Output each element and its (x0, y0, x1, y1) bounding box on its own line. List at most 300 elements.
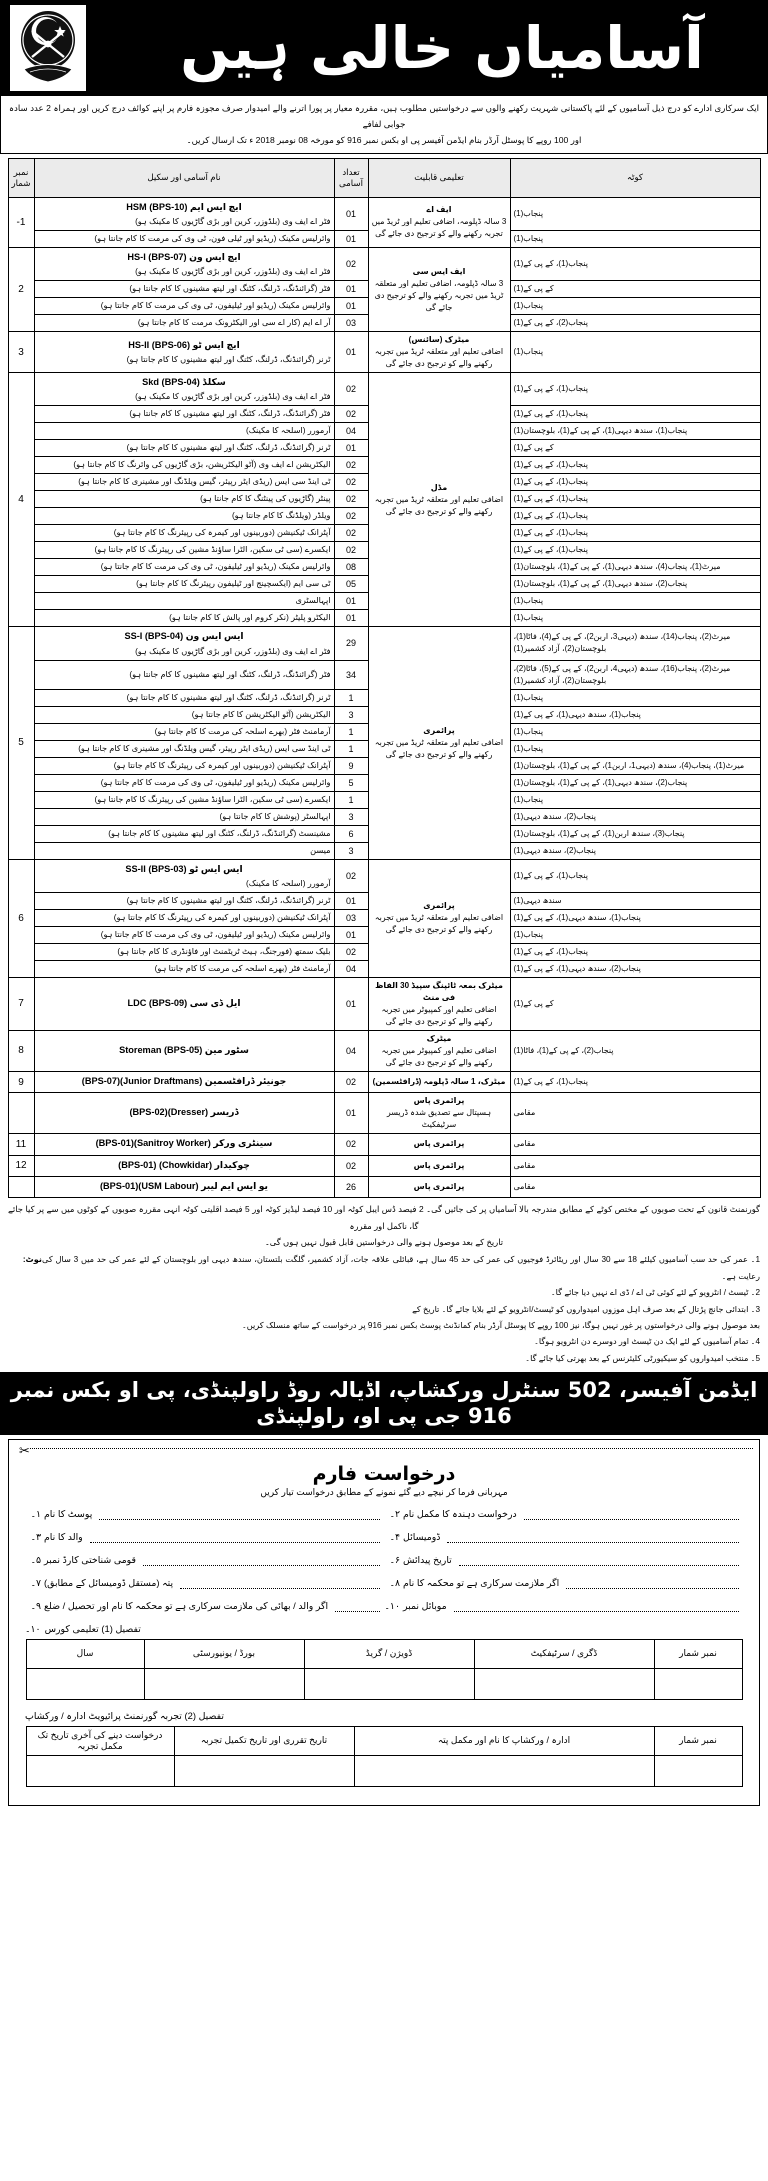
cell-serial: 12 (8, 1155, 34, 1176)
post-sub-label: الیکٹرو پلیٹر (نکر کروم اور پالش کا کام جانتا ہو) (169, 613, 331, 623)
cell-quota: مقامی (510, 1134, 760, 1155)
cell-education: ایف ایس سی 3 سالہ ڈپلومہ، اضافی تعلیم اور متعلقہ ٹریڈ میں تجربہ رکھنے والے کو ترجیح دی جائے گی (368, 247, 510, 331)
cell-quota: پنجاب(1)، سندھ دیہی(1)، کے پی کے(1) (510, 909, 760, 926)
field-label: اگر والد / بھائی کی ملازمت سرکاری ہے تو محکمہ کا نام اور تحصیل / ضلع (44, 1599, 329, 1611)
cell-post (34, 508, 334, 525)
cell-count: 02 (334, 1071, 368, 1092)
field-input-line[interactable] (99, 1510, 380, 1520)
cell-count: 02 (334, 525, 368, 542)
cell-education: پرائمری پاس ہسپتال سے تصدیق شدہ ڈریسر سرٹیفکیٹ (368, 1093, 510, 1134)
cell-post (34, 559, 334, 576)
cell-quota: پنجاب(1) (510, 332, 760, 373)
field-input-line[interactable] (447, 1533, 739, 1543)
page-header (0, 0, 768, 96)
cell-post (34, 791, 334, 808)
form-section2-title (9, 1710, 759, 1722)
section1-number: ۱۰۔ (25, 1622, 41, 1634)
post-sub-label: اپہالسٹر (پوشش کا کام جانتا ہو) (219, 811, 331, 821)
col-header-education: تعلیمی قابلیت (368, 158, 510, 197)
cell-post (34, 723, 334, 740)
field-input-line[interactable] (180, 1579, 380, 1589)
cell-quota: پنجاب(1)، کے پی کے(1) (510, 406, 760, 423)
post-sub-label: آرمورر (اسلحہ کا مکینک) (245, 878, 331, 888)
section2-label: تفصیل (2) تجربہ گورنمنٹ پرائیویٹ ادارہ / ورکشاپ (25, 1709, 224, 1721)
govt-note-line-1: گورنمنٹ قانون کے تحت صوبوں کے مختص کوٹے کے مطابق مندرجہ بالا آسامیاں پر کی جائیں گی۔ 2 فیصد ڈس ایبل کوٹہ اور 10 فیصد لیڈیز کوٹہ اور 5 فیصد اقلیتی کوٹہ انہی مقررہ صوبوں کے کوٹوں میں سے پر کیا جائے گا، ناکمل اور مقررہ (8, 1204, 761, 1231)
cell-quota: میرٹ(2)، پنجاب(14)، سندھ (دیہی3، اربن2)، کے پی کے(4)، فاٹا(1)، بلوچستان(2)، آزاد کشمیر(1) (510, 627, 760, 660)
cell-education: مڈل اضافی تعلیم اور متعلقہ ٹریڈ میں تجربہ رکھنے والے کو ترجیح دی جائے گی (368, 373, 510, 627)
application-form (8, 1439, 760, 1806)
field-number: ۴۔ (389, 1530, 400, 1542)
table-row (8, 1030, 760, 1071)
table-row (8, 373, 760, 406)
field-number: ۱۰۔ (384, 1599, 400, 1611)
note-item: 2۔ ٹیسٹ / انٹرویو کے لئے کوئی ٹی اے / ڈی اے نہیں دیا جائے گا۔ (550, 1288, 760, 1298)
cell-quota: میرٹ(1)، پنجاب(4)، سندھ دیہی(1)، کے پی کے(1)، بلوچستان(1) (510, 559, 760, 576)
cell-count: 02 (334, 406, 368, 423)
cell-post (34, 1134, 334, 1155)
note-item: 1۔ عمر کی حد سب آسامیوں کیلئے 18 سے 30 سال اور ریٹائرڈ فوجیوں کی عمر کی حد 45 سال ہے، قبائلی علاقہ جات، آزاد کشمیر، گلگت بلتستان، سندھ دیہی اور بلوچستان کے لئے عمر کی حد میں 3 سال کی رعایت ہے۔ (42, 1255, 760, 1281)
post-sub-label: ٹی اینڈ سی ایس (ریڈی ایٹر رپیئر، گیس ویلڈنگ اور مشینری کا کام جانتا ہو) (78, 743, 331, 753)
table-row (8, 197, 760, 230)
cell-post (34, 576, 334, 593)
post-group-title: ایچ ایس ٹو HS-II (BPS-06) (128, 340, 240, 351)
cell-quota: پنجاب(1)، کے پی کے(1) (510, 542, 760, 559)
cell-quota: میرٹ(2)، پنجاب(16)، سندھ (دیہی4، اربن2)، کے پی کے(5)، فاٹا(2)، بلوچستان(2)، آزاد کشمیر(1) (510, 660, 760, 689)
table-row (8, 1155, 760, 1176)
cell-count: 03 (334, 315, 368, 332)
cell-post (34, 423, 334, 440)
cell-post (34, 1030, 334, 1071)
field-label: موبائل نمبر (403, 1599, 447, 1611)
cell-education: پرائمری پاس (368, 1155, 510, 1176)
field-label: پتہ (مستقل ڈومیسائل کے مطابق) (44, 1576, 174, 1588)
table-blank-cell[interactable] (654, 1668, 742, 1699)
cell-quota: میرٹ(1)، پنجاب(4)، سندھ (دیہی1، اربن1)، کے پی کے(1)، بلوچستان(1) (510, 757, 760, 774)
form-section1-title (9, 1623, 759, 1635)
post-sub-label: آپٹرانک ٹیکنیشن (دوربینوں اور کیمرہ کی رپیئرنگ کا کام جانتا ہو) (113, 912, 331, 922)
form-field (384, 1554, 743, 1566)
field-label: پوسٹ کا نام (44, 1507, 93, 1519)
post-sub-label: فٹر اے ایف وی (بلڈوزر، کرین اور بڑی گاڑیوں کا مکینک ہو) (135, 392, 331, 402)
cell-quota: پنجاب(2)، سندھ دیہی(1)، کے پی کے(1) (510, 960, 760, 977)
table-blank-cell[interactable] (304, 1668, 474, 1699)
cell-post (34, 474, 334, 491)
table-row (8, 1071, 760, 1092)
post-group-title: ایس ایس ٹو SS-II (BPS-03) (125, 863, 243, 874)
table-column-header: نمبر شمار (654, 1639, 742, 1668)
cell-count: 02 (334, 247, 368, 280)
field-number: ۶۔ (389, 1553, 400, 1565)
cell-count: 1 (334, 740, 368, 757)
post-sub-label: آرمامنٹ فٹر (بھرے اسلحہ کی مرمت کا کام جانتا ہو) (154, 726, 331, 736)
post-sub-label: مشینسٹ (گرائنڈنگ، ڈرلنگ، کٹنگ اور لیتھ مشینوں کا کام جانتا ہو) (108, 828, 331, 838)
cell-education: پرائمری پاس (368, 1176, 510, 1197)
field-label: قومی شناختی کارڈ نمبر (44, 1553, 137, 1565)
cell-post (34, 859, 334, 892)
cell-count: 02 (334, 457, 368, 474)
cell-count: 01 (334, 332, 368, 373)
cell-post (34, 892, 334, 909)
cell-quota: پنجاب(1)، کے پی کے(1) (510, 508, 760, 525)
government-quota-note (8, 1201, 760, 1250)
field-label: والد کا نام (44, 1530, 83, 1542)
post-sub-label: وائرلیس مکینک (ریڈیو اور ٹیلیفون، ٹی وی کی مرمت کا کام جانتا ہو) (100, 562, 331, 572)
post-sub-label: فٹر (گرائنڈنگ، ڈرلنگ، کٹنگ اور لیتھ مشینوں کا کام جانتا ہو) (129, 669, 331, 679)
cell-quota: پنجاب(1) (510, 689, 760, 706)
cell-quota: مقامی (510, 1176, 760, 1197)
cell-education: پرائمری پاس (368, 1134, 510, 1155)
cell-education: میٹرک اضافی تعلیم اور کمپیوٹر میں تجربہ رکھنے والے کو ترجیح دی جائے گی (368, 1030, 510, 1071)
cell-serial: 8 (8, 1030, 34, 1071)
post-group-title: سکلڈ Skd (BPS-04) (142, 377, 226, 388)
cell-quota: پنجاب(1)، سندھ دیہی(1)، کے پی کے(1)، بلوچستان(1) (510, 423, 760, 440)
field-input-line[interactable] (90, 1533, 380, 1543)
cell-post (34, 627, 334, 660)
field-label: درخواست دہندہ کا مکمل نام (403, 1507, 517, 1519)
cell-education: میٹرک بمعہ ٹائپنگ سپیڈ 30 الفاظ فی منٹ اضافی تعلیم اور کمپیوٹر میں تجربہ رکھنے والے کو ترجیح دی جائے گی (368, 977, 510, 1030)
cell-post (34, 943, 334, 960)
experience-table (26, 1726, 743, 1787)
cell-count: 3 (334, 842, 368, 859)
cell-quota: کے پی کے(1) (510, 977, 760, 1030)
cell-post (34, 247, 334, 280)
cell-count: 5 (334, 774, 368, 791)
cell-quota: پنجاب(1)، کے پی کے(1) (510, 474, 760, 491)
cell-count: 01 (334, 977, 368, 1030)
cell-count: 6 (334, 825, 368, 842)
post-group-title: ایل ڈی سی LDC (BPS-09) (127, 997, 241, 1008)
cell-post (34, 542, 334, 559)
post-group-title: ایس ایس ون SS-I (BPS-04) (124, 631, 244, 642)
cell-serial: 11 (8, 1134, 34, 1155)
cell-post (34, 1093, 334, 1134)
cell-education: پرائمری اضافی تعلیم اور متعلقہ ٹریڈ میں تجربہ رکھنے والے کو ترجیح دی جائے گی (368, 627, 510, 859)
post-group-title: ایچ ایس ون HS-I (BPS-07) (127, 251, 241, 262)
table-row (8, 332, 760, 373)
cell-quota: پنجاب(1) (510, 610, 760, 627)
note-item: بعد موصول ہونے والی درخواستوں پر غور نہیں ہوگا، نیز 100 روپے کا پوسٹل آرڈر بنام کمانڈنٹ پوسٹ بکس نمبر 916 پر درخواست کے ساتھ منسلک کریں۔ (241, 1321, 760, 1331)
cell-count: 02 (334, 491, 368, 508)
post-sub-label: الیکٹریشن اے ایف وی (آٹو الیکٹریشن، بڑی گاڑیوں کی وائرنگ کا کام جانتا ہو) (73, 460, 331, 470)
cell-count: 01 (334, 1093, 368, 1134)
cell-count: 08 (334, 559, 368, 576)
post-sub-label: فٹر اے ایف وی (بلڈوزر، کرین اور بڑی گاڑیوں کا مکینک ہو) (135, 217, 331, 227)
post-sub-label: وائرلیس مکینک (ریڈیو اور ٹیلیفون، ٹی وی کی مرمت کا کام جانتا ہو) (100, 929, 331, 939)
cell-post (34, 926, 334, 943)
govt-note-line-2: تاریخ کے بعد موصول ہونے والی درخواستیں قابل قبول نہیں ہوں گی۔ (264, 1237, 504, 1247)
post-group-title: چوکیدار (Chowkidar) (BPS-01) (118, 1159, 250, 1170)
post-group-title: سٹور مین Storeman (BPS-05) (119, 1044, 249, 1055)
cell-quota: مقامی (510, 1155, 760, 1176)
cell-post (34, 757, 334, 774)
cell-quota: پنجاب(1)، کے پی کے(1) (510, 457, 760, 474)
cell-post (34, 808, 334, 825)
pakistan-army-crest-icon (10, 5, 86, 91)
field-number: ۱۔ (30, 1507, 41, 1519)
cell-education: پرائمری اضافی تعلیم اور متعلقہ ٹریڈ میں تجربہ رکھنے والے کو ترجیح دی جائے گی (368, 859, 510, 977)
table-blank-cell[interactable] (174, 1755, 354, 1786)
cell-count: 01 (334, 281, 368, 298)
cell-serial: 4 (8, 373, 34, 627)
field-input-line[interactable] (335, 1602, 380, 1612)
table-column-header: نمبر شمار (654, 1726, 742, 1755)
table-column-header: بورڈ / یونیورسٹی (144, 1639, 304, 1668)
post-sub-label: ٹی اینڈ سی ایس (ریڈی ایٹر رپیئر، گیس ویلڈنگ اور مشینری کا کام جانتا ہو) (78, 477, 331, 487)
cell-count: 01 (334, 593, 368, 610)
table-blank-cell[interactable] (654, 1755, 742, 1786)
cell-post (34, 774, 334, 791)
post-group-title: سینٹری ورکر (Sanitroy Worker)(BPS-01) (95, 1138, 273, 1149)
field-input-line[interactable] (143, 1556, 380, 1566)
field-number: ۷۔ (30, 1576, 41, 1588)
field-input-line[interactable] (454, 1602, 739, 1612)
cell-serial: 6 (8, 859, 34, 977)
post-sub-label: ٹرنر (گرائنڈنگ، ڈرلنگ، کٹنگ اور لیتھ مشینوں کا کام جانتا ہو) (126, 692, 331, 702)
table-row (8, 1176, 760, 1197)
cell-post (34, 842, 334, 859)
intro-line-2: اور 100 روپے کا پوسٹل آرڈر بنام ایڈمن آفیسر پی او بکس نمبر 916 کو مورخہ 08 نومبر 2018 ء تک ارسال کریں۔ (186, 134, 582, 145)
cell-post (34, 315, 334, 332)
cell-count: 02 (334, 1155, 368, 1176)
cell-count: 02 (334, 542, 368, 559)
table-column-header: درخواست دینے کی آخری تاریخ تک مکمل تجربہ (26, 1726, 174, 1755)
post-sub-label: ٹرنر (گرائنڈنگ، ڈرلنگ، کٹنگ اور لیتھ مشینوں کا کام جانتا ہو) (126, 443, 331, 453)
field-input-line[interactable] (566, 1579, 739, 1589)
cell-post (34, 610, 334, 627)
cell-serial (8, 1176, 34, 1197)
note-item: 5۔ منتخب امیدواروں کو سیکیورٹی کلیئرنس کے بعد بھرتی کیا جائے گا۔ (525, 1353, 760, 1363)
cell-count: 05 (334, 576, 368, 593)
field-label: تاریخ پیدائش (403, 1553, 452, 1565)
cell-post (34, 373, 334, 406)
cell-post (34, 706, 334, 723)
scissors-icon: ✂ (19, 1442, 30, 1458)
col-header-count: تعداد آسامی (334, 158, 368, 197)
form-field (25, 1577, 384, 1589)
cell-count: 26 (334, 1176, 368, 1197)
dotted-divider (30, 1447, 753, 1449)
table-blank-cell[interactable] (144, 1668, 304, 1699)
cell-count: 01 (334, 197, 368, 230)
cell-count: 02 (334, 474, 368, 491)
cell-post (34, 1155, 334, 1176)
cell-post (34, 1071, 334, 1092)
table-blank-cell[interactable] (26, 1668, 144, 1699)
post-sub-label: بلیک سمتھ (فورجنگ، ہیٹ ٹریٹمنٹ اور فاؤنڈری کا کام جانتا ہو) (117, 946, 331, 956)
cell-post (34, 197, 334, 230)
cell-count: 01 (334, 892, 368, 909)
cell-post (34, 525, 334, 542)
table-blank-cell[interactable] (26, 1755, 174, 1786)
table-row (8, 1134, 760, 1155)
field-label: ڈومیسائل (403, 1530, 441, 1542)
cell-serial: 3 (8, 332, 34, 373)
cell-count: 3 (334, 706, 368, 723)
cell-serial (8, 1093, 34, 1134)
cell-post (34, 406, 334, 423)
table-row (8, 977, 760, 1030)
post-sub-label: آرمورر (اسلحہ کا مکینک) (245, 426, 331, 436)
post-sub-label: ٹرنر (گرائنڈنگ، ڈرلنگ، کٹنگ اور لیتھ مشینوں کا کام جانتا ہو) (126, 895, 331, 905)
field-input-line[interactable] (524, 1510, 739, 1520)
post-sub-label: فٹر (گرائنڈنگ، ڈرلنگ، کٹنگ اور لیتھ مشینوں کا کام جانتا ہو) (129, 409, 331, 419)
post-sub-label: آرمامنٹ فٹر (بھرے اسلحہ کی مرمت کا کام جانتا ہو) (154, 963, 331, 973)
post-group-title: جونیئر ڈرافٹسمین (Junior Draftmans)(BPS-07) (81, 1075, 287, 1086)
cell-quota: پنجاب(1)، کے پی کے(1) (510, 1071, 760, 1092)
cell-quota: پنجاب(2)، سندھ دیہی(1)، کے پی کے(1)، بلوچستان(1) (510, 774, 760, 791)
cell-serial: 2 (8, 247, 34, 331)
table-column-header: تاریخ تقرری اور تاریخ تکمیل تجربہ (174, 1726, 354, 1755)
cell-quota: پنجاب(2)، سندھ دیہی(1)، کے پی کے(1)، بلوچستان(1) (510, 576, 760, 593)
notes-section (8, 1252, 760, 1367)
cell-count: 01 (334, 610, 368, 627)
cell-quota: پنجاب(1) (510, 723, 760, 740)
post-sub-label: اپہالسٹری (295, 596, 331, 606)
form-field (25, 1508, 384, 1520)
cell-quota: پنجاب(2)، سندھ دیہی(1) (510, 808, 760, 825)
col-header-post: نام آسامی اور سکیل (34, 158, 334, 197)
cell-post (34, 689, 334, 706)
cell-quota: پنجاب(1) (510, 791, 760, 808)
field-number: ۲۔ (389, 1507, 400, 1519)
field-number: ۸۔ (389, 1576, 400, 1588)
cell-count: 01 (334, 230, 368, 247)
cell-post (34, 825, 334, 842)
cell-count: 03 (334, 909, 368, 926)
cell-serial: 5 (8, 627, 34, 859)
table-row (8, 1093, 760, 1134)
cell-count: 02 (334, 1134, 368, 1155)
post-sub-label: ویلڈر (ویلڈنگ کا کام جانتا ہو) (231, 511, 331, 521)
cell-education: میٹرک، 1 سالہ ڈپلومہ (ڈرافٹسمین) (368, 1071, 510, 1092)
cell-quota: مقامی (510, 1093, 760, 1134)
cell-count: 02 (334, 373, 368, 406)
page-title: آسامیاں خالی ہیں (180, 14, 704, 82)
post-sub-label: ٹرنر (گرائنڈنگ، ڈرلنگ، کٹنگ اور لیتھ مشینوں کا کام جانتا ہو) (126, 355, 331, 365)
cell-count: 04 (334, 423, 368, 440)
post-sub-label: آر اے ایم (کار اے سی اور الیکٹرونک مرمت کا کام جانتا ہو) (137, 318, 331, 328)
post-sub-label: آپٹرانک ٹیکنیشن (دوربینوں اور کیمرہ کی رپیئرنگ کا کام جانتا ہو) (113, 760, 331, 770)
cell-count: 1 (334, 689, 368, 706)
cell-quota: پنجاب(1) (510, 197, 760, 230)
cell-quota: پنجاب(1)، کے پی کے(1) (510, 943, 760, 960)
form-field (384, 1577, 743, 1589)
cell-post (34, 1176, 334, 1197)
cell-count: 04 (334, 1030, 368, 1071)
vacancy-table (8, 158, 761, 1199)
cell-count: 29 (334, 627, 368, 660)
post-sub-label: میسن (310, 845, 331, 855)
cell-quota: پنجاب(1) (510, 593, 760, 610)
field-input-line[interactable] (459, 1556, 739, 1566)
cell-post (34, 909, 334, 926)
cell-education: ایف اے 3 سالہ ڈپلومہ، اضافی تعلیم اور ٹریڈ میں تجربہ رکھنے والے کو ترجیح دی جائے گی (368, 197, 510, 247)
cell-quota: پنجاب(1)، سندھ دیہی(1)، کے پی کے(1) (510, 706, 760, 723)
cell-quota: پنجاب(1) (510, 230, 760, 247)
cell-serial: 9 (8, 1071, 34, 1092)
cell-count: 3 (334, 808, 368, 825)
col-header-serial: نمبر شمار (8, 158, 34, 197)
table-column-header: ڈگری / سرٹیفکیٹ (474, 1639, 654, 1668)
post-group-title: ڈریسر (Dresser)(BPS-02) (129, 1107, 239, 1118)
field-number: ۹۔ (30, 1599, 41, 1611)
note-item: 3۔ ابتدائی جانچ پڑتال کے بعد صرف اہل موزوں امیدواروں کو ٹیسٹ/انٹرویو کے لئے بلایا جائے گا۔ تاریخ کے (412, 1304, 760, 1314)
cell-post (34, 332, 334, 373)
intro-paragraph (0, 96, 768, 154)
cell-count: 01 (334, 440, 368, 457)
table-row (8, 859, 760, 892)
cell-education: میٹرک (سائنس) اضافی تعلیم اور متعلقہ ٹریڈ میں تجربہ رکھنے والے کو ترجیح دی جائے گی (368, 332, 510, 373)
form-field (384, 1508, 743, 1520)
cell-count: 02 (334, 508, 368, 525)
field-label: اگر ملازمت سرکاری ہے تو محکمہ کا نام (403, 1576, 560, 1588)
cell-post (34, 593, 334, 610)
post-sub-label: فٹر اے ایف وی (بلڈوزر، کرین اور بڑی گاڑیوں کا مکینک ہو) (135, 646, 331, 656)
post-sub-label: وائرلیس مکینک (ریڈیو اور ٹیلیفون، ٹی وی کی مرمت کا کام جانتا ہو) (100, 301, 331, 311)
cell-count: 01 (334, 298, 368, 315)
note-item: 4۔ تمام آسامیوں کے لئے ایک دن ٹیسٹ اور دوسرے دن انٹرویو ہوگا۔ (534, 1337, 760, 1347)
cell-post (34, 298, 334, 315)
form-field (25, 1600, 384, 1612)
section1-label: تفصیل (1) تعلیمی کورس (44, 1622, 141, 1634)
post-sub-label: آپٹرانک ٹیکنیشن (دوربینوں اور کیمرہ کی رپیئرنگ کا کام جانتا ہو) (113, 528, 331, 538)
table-row (8, 247, 760, 280)
cell-quota: پنجاب(1) (510, 926, 760, 943)
post-sub-label: وائرلیس مکینک (ریڈیو اور ٹیلیفون، ٹی وی کی مرمت کا کام جانتا ہو) (100, 777, 331, 787)
cell-quota: پنجاب(2)، کے پی کے(1) (510, 315, 760, 332)
cell-count: 1 (334, 723, 368, 740)
cell-count: 02 (334, 943, 368, 960)
table-column-header: ڈویژن / گریڈ (304, 1639, 474, 1668)
cell-post (34, 740, 334, 757)
cell-post (34, 660, 334, 689)
table-column-header: ادارہ / ورکشاپ کا نام اور مکمل پتہ (354, 1726, 654, 1755)
cell-count: 04 (334, 960, 368, 977)
table-blank-cell[interactable] (474, 1668, 654, 1699)
post-sub-label: ایکسرے (سی ٹی سکین، الٹرا ساؤنڈ مشین کی رپیئرنگ کا کام جانتا ہو) (94, 794, 331, 804)
cell-post (34, 440, 334, 457)
cell-quota: پنجاب(3)، سندھ اربن(1)، کے پی کے(1)، بلوچستان(1) (510, 825, 760, 842)
cell-count: 1 (334, 791, 368, 808)
field-number: ۵۔ (30, 1553, 41, 1565)
post-sub-label: ٹی سی ایم (ایکسچینج اور ٹیلیفون رپیئرنگ کا کام جانتا ہو) (136, 579, 331, 589)
cell-count: 9 (334, 757, 368, 774)
col-header-quota: کوٹہ (510, 158, 760, 197)
cell-post (34, 977, 334, 1030)
post-group-title: یو ایس ایم لیبر (USM Labour)(BPS-01) (99, 1180, 268, 1191)
post-group-title: ایچ ایس ایم HSM (BPS-10) (126, 201, 242, 212)
cell-quota: پنجاب(1)، کے پی کے(1) (510, 859, 760, 892)
form-field (384, 1531, 743, 1543)
cell-quota: پنجاب(1)، کے پی کے(1) (510, 373, 760, 406)
cell-quota: پنجاب(2)، کے پی کے(1)، فاٹا(1) (510, 1030, 760, 1071)
post-sub-label: فٹر (گرائنڈنگ، ڈرلنگ، کٹنگ اور لیتھ مشینوں کا کام جانتا ہو) (129, 284, 331, 294)
cell-post (34, 491, 334, 508)
form-title: درخواست فارم (312, 1462, 456, 1485)
cell-quota: پنجاب(1) (510, 298, 760, 315)
cell-count: 34 (334, 660, 368, 689)
cut-here-line (9, 1440, 759, 1459)
post-sub-label: پینٹر (گاڑیوں کی پینٹنگ کا کام جانتا ہو) (200, 494, 331, 504)
field-number: ۳۔ (30, 1530, 41, 1542)
cell-serial: 1- (8, 197, 34, 247)
cell-count: 01 (334, 926, 368, 943)
table-blank-cell[interactable] (354, 1755, 654, 1786)
address-banner: ایڈمن آفیسر، 502 سنٹرل ورکشاپ، اڈیالہ روڈ راولپنڈی، پی او بکس نمبر 916 جی پی او، راولپنڈی (0, 1372, 768, 1435)
table-column-header: سال (26, 1639, 144, 1668)
cell-serial: 7 (8, 977, 34, 1030)
cell-quota: کے پی کے(1) (510, 281, 760, 298)
